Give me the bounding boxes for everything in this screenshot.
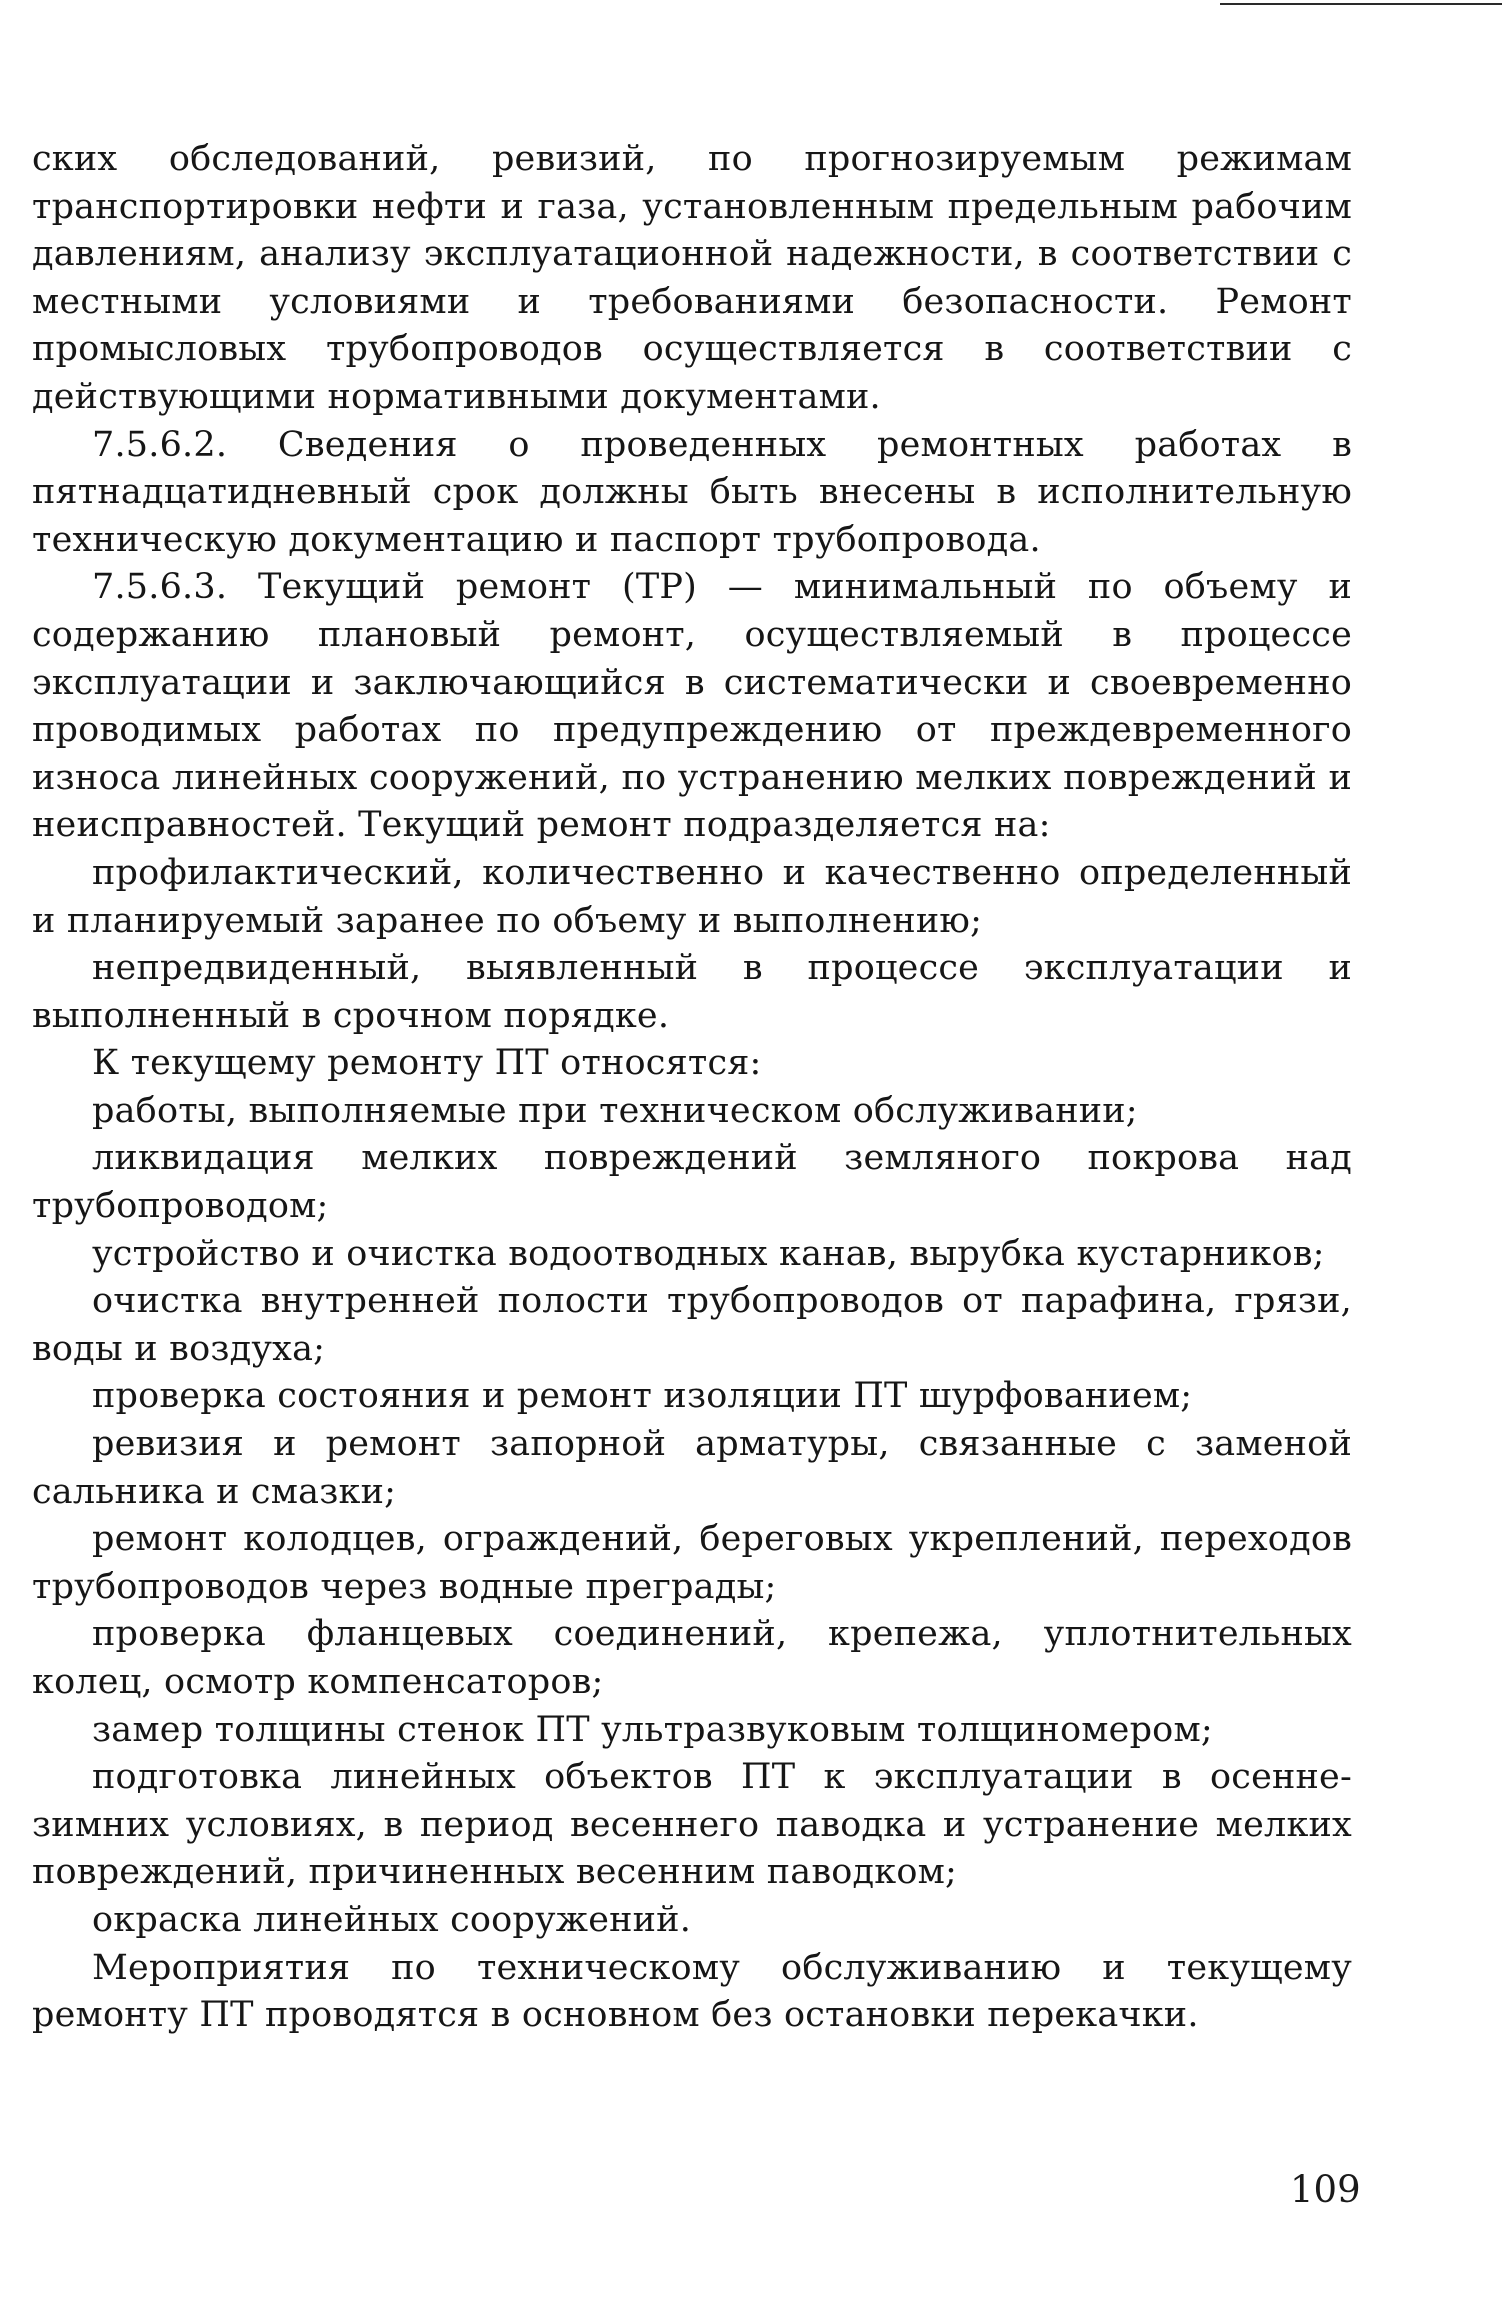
- paragraph-continuation: ских обследований, ревизий, по прогнозируемым режимам транспортировки нефти и газа, установленным предельным рабочим давлениям, анализу эксплуатационной надежности, в соответствии с местными условиями и требованиями безопасности. Ремонт промысловых трубопроводов осуществляется в соответствии с действующими нормативными документами.: [32, 139, 1352, 417]
- closing-paragraph: Мероприятия по техническому обслуживанию и текущему ремонту ПТ проводятся в основном без остановки перекачки.: [32, 1947, 1352, 2036]
- list-item: проверка состояния и ремонт изоляции ПТ шурфованием;: [92, 1376, 1193, 1417]
- top-rule-line: [1220, 3, 1502, 5]
- paragraph-7-5-6-2: 7.5.6.2. Сведения о проведенных ремонтных работах в пятнадцатидневный срок должны быть внесены в исполнительную техническую документацию и паспорт трубопровода.: [32, 424, 1352, 560]
- paragraph-7-5-6-3: 7.5.6.3. Текущий ремонт (ТР) — минимальный по объему и содержанию плановый ремонт, осуществляемый в процессе эксплуатации и заключающийся в систематически и своевременно проводимых работах по предупреждению от преждевременного износа линейных сооружений, по устранению мелких повреждений и неисправностей. Текущий ремонт подразделяется на:: [32, 567, 1352, 846]
- list-item: ревизия и ремонт запорной арматуры, связанные с заменой сальника и смазки;: [32, 1424, 1352, 1512]
- list-item: ликвидация мелких повреждений земляного покрова над трубопроводом;: [32, 1138, 1352, 1227]
- list-item: подготовка линейных объектов ПТ к эксплуатации в осенне-зимних условиях, в период весеннего паводка и устранение мелких повреждений, причиненных весенним паводком;: [32, 1757, 1352, 1893]
- list-item-unforeseen: непредвиденный, выявленный в процессе эксплуатации и выполненный в срочном порядке.: [32, 948, 1352, 1036]
- list-item-preventive: профилактический, количественно и качественно определенный и планируемый заранее по объему и выполнению;: [32, 852, 1352, 941]
- list-heading: К текущему ремонту ПТ относятся:: [92, 1043, 762, 1084]
- page-number: 109: [1290, 2168, 1361, 2211]
- list-item: работы, выполняемые при техническом обслуживании;: [92, 1090, 1138, 1131]
- list-item: замер толщины стенок ПТ ультразвуковым толщиномером;: [92, 1709, 1213, 1750]
- list-item: очистка внутренней полости трубопроводов от парафина, грязи, воды и воздуха;: [32, 1281, 1352, 1369]
- page-body-text: [32, 136, 1352, 2040]
- list-item: проверка фланцевых соединений, крепежа, уплотнительных колец, осмотр компенсаторов;: [32, 1614, 1352, 1702]
- list-item: ремонт колодцев, ограждений, береговых укреплений, переходов трубопроводов через водные преграды;: [32, 1519, 1352, 1607]
- list-item: устройство и очистка водоотводных канав, вырубка кустарников;: [92, 1233, 1325, 1274]
- list-item: окраска линейных сооружений.: [92, 1899, 692, 1940]
